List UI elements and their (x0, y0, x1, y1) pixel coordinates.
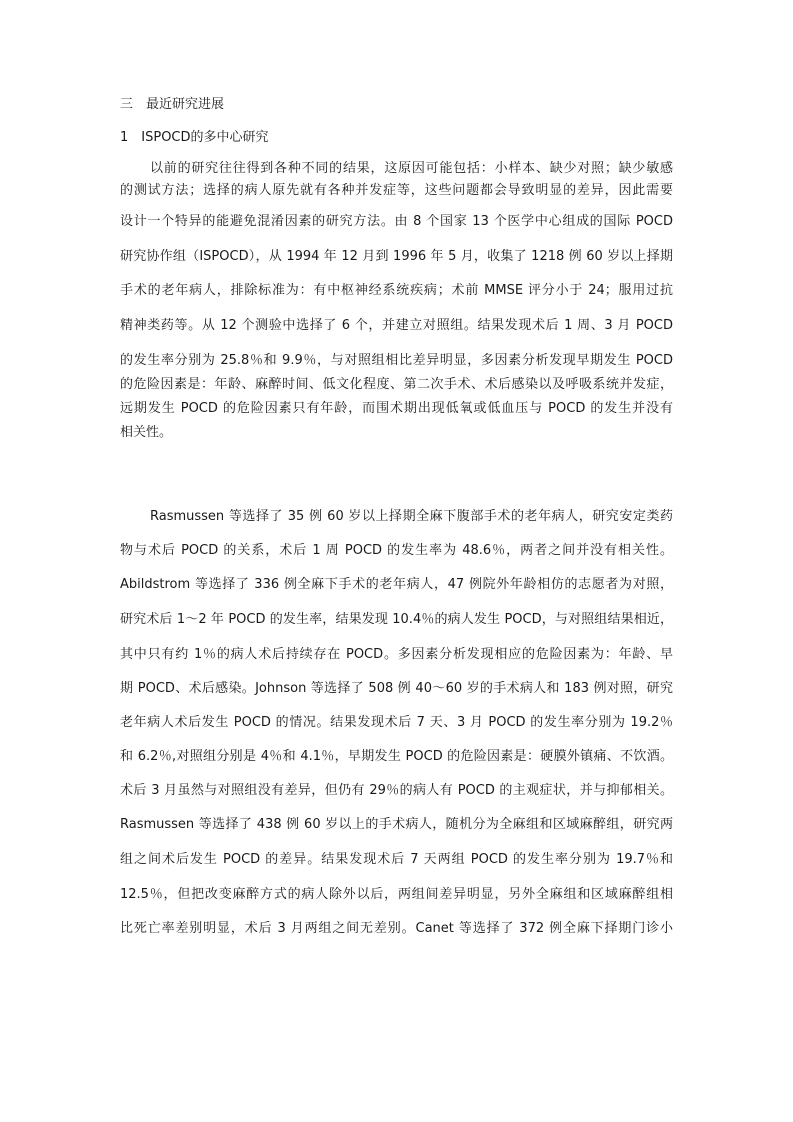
body-line: 的发生率分别为 25.8％和 9.9％，与对照组相比差异明显，多因素分析发现早期发生 POCD (120, 353, 673, 368)
body-line: Rasmussen 等选择了 35 例 60 岁以上择期全麻下腹部手术的老年病人，研究安定类药 (150, 509, 673, 524)
body-line: Rasmussen 等选择了 438 例 60 岁以上的手术病人，随机分为全麻组和区域麻醉组，研究两 (120, 817, 673, 832)
body-line: 和 6.2％,对照组分别是 4％和 4.1％，早期发生 POCD 的危险因素是：硬膜外镇痛、不饮酒。 (120, 749, 673, 764)
body-line: 组之间术后发生 POCD 的差异。结果发现术后 7 天两组 POCD 的发生率分别为 19.7％和 (120, 852, 673, 867)
body-line: 比死亡率差别明显，术后 3 月两组之间无差别。Canet 等选择了 372 例全麻下择期门诊小 (120, 921, 673, 936)
body-line: 设计一个特异的能避免混淆因素的研究方法。由 8 个国家 13 个医学中心组成的国际 POCD (120, 214, 673, 229)
body-line: 手术的老年病人，排除标准为：有中枢神经系统疾病；术前 MMSE 评分小于 24；服用过抗 (120, 283, 673, 298)
body-line: 以前的研究往往得到各种不同的结果，这原因可能包括：小样本、缺少对照；缺少敏感 (150, 161, 673, 176)
body-line: 老年病人术后发生 POCD 的情况。结果发现术后 7 天、3 月 POCD 的发生率分别为 19.2％ (120, 715, 673, 730)
body-line: 的危险因素是：年龄、麻醉时间、低文化程度、第二次手术、术后感染以及呼吸系统并发症， (120, 377, 673, 392)
body-line: 12.5％，但把改变麻醉方式的病人除外以后，两组间差异明显，另外全麻组和区域麻醉组相 (120, 887, 673, 902)
body-line: 的测试方法；选择的病人原先就有各种并发症等，这些问题都会导致明显的差异，因此需要 (120, 183, 673, 198)
body-line: 术后 3 月虽然与对照组没有差异，但仍有 29％的病人有 POCD 的主观症状，并与抑郁相关。 (120, 783, 673, 798)
body-line: 精神类药等。从 12 个测验中选择了 6 个，并建立对照组。结果发现术后 1 周、3 月 POCD (120, 318, 673, 333)
section-heading: 三 最近研究进展 (120, 97, 225, 112)
body-line: 其中只有约 1％的病人术后持续存在 POCD。多因素分析发现相应的危险因素为：年龄、早 (120, 647, 673, 662)
body-line: 期 POCD、术后感染。Johnson 等选择了 508 例 40～60 岁的手术病人和 183 例对照，研究 (120, 681, 673, 696)
body-line: 远期发生 POCD 的危险因素只有年龄，而围术期出现低氧或低血压与 POCD 的发生并没有 (120, 401, 673, 416)
body-line: 相关性。 (120, 425, 173, 440)
subsection-heading: 1 ISPOCD的多中心研究 (120, 130, 269, 145)
body-line: 研究协作组（ISPOCD），从 1994 年 12 月到 1996 年 5 月，收集了 1218 例 60 岁以上择期 (120, 249, 673, 264)
body-line: Abildstrom 等选择了 336 例全麻下手术的老年病人，47 例院外年龄相仿的志愿者为对照， (120, 577, 673, 592)
body-line: 研究术后 1～2 年 POCD 的发生率，结果发现 10.4％的病人发生 POCD，与对照组结果相近， (120, 612, 673, 627)
body-line: 物与术后 POCD 的关系，术后 1 周 POCD 的发生率为 48.6％，两者之间并没有相关性。 (120, 543, 673, 558)
